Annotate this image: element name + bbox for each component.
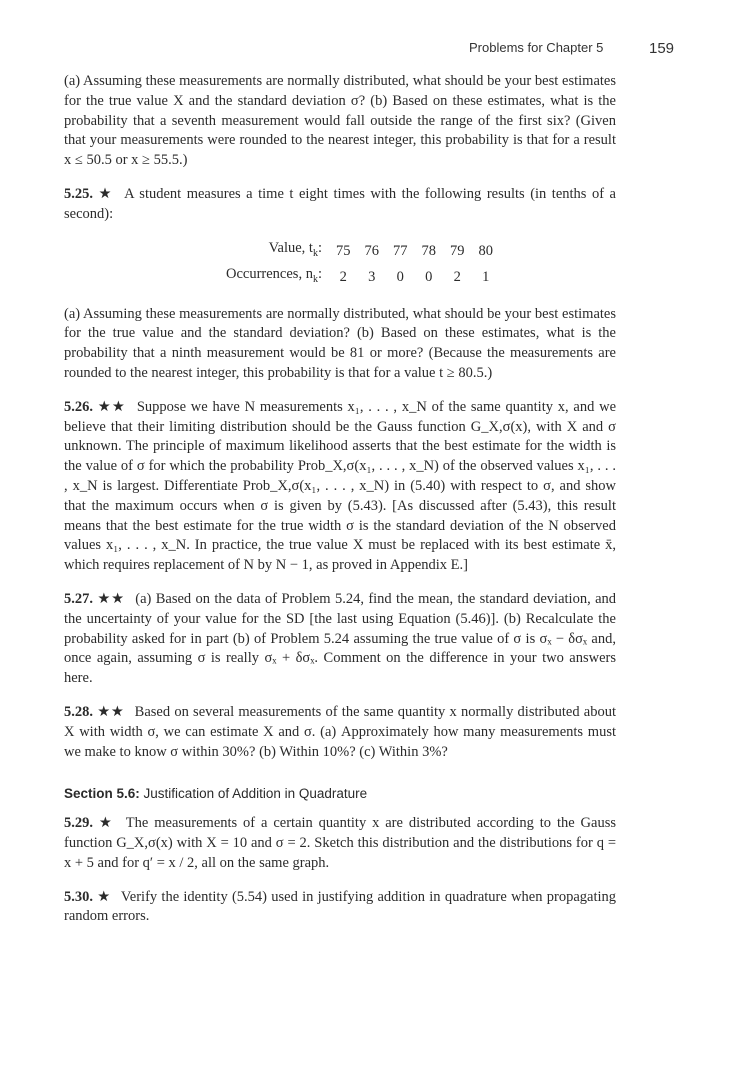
problem-5-25-parts: (a) Assuming these measurements are normally distributed, what should be your best estimates for the true value and the standard deviation? (b) Based on these estimates, what is the probability that a ninth measurement would be 81 or more? (Because the measurements are rounded to the nearest integer, this probability is that for a value t ≥ 80.5.) [64, 305, 616, 381]
problem-5-28 [64, 703, 616, 762]
problem-5-25 [64, 185, 616, 225]
table-cell: 3 [368, 268, 376, 285]
problem-number: 5.28. [64, 703, 93, 720]
problem-5-30 [64, 888, 616, 928]
row-label: Value, $t_k$: [268, 240, 322, 260]
table-cell: 0 [396, 268, 404, 285]
section-label: Section 5.6: [64, 786, 140, 802]
difficulty-stars: ★★ [97, 703, 125, 720]
problem-number: 5.26. [64, 398, 93, 415]
difficulty-stars: ★★ [97, 398, 127, 415]
difficulty-stars: ★★ [97, 590, 125, 607]
problem-number: 5.30. [64, 888, 93, 905]
table-cell: 77 [392, 242, 408, 259]
table-cell: 75 [335, 242, 351, 259]
table-cell: 2 [453, 268, 461, 285]
section-title: Justification of Addition in Quadrature [143, 786, 368, 802]
running-title: Problems for Chapter 5 [469, 40, 604, 55]
measurement-table [226, 239, 493, 291]
problem-text: (a) Based on the data of Problem 5.24, find the mean, the standard deviation, and the uncertainty of your value for the SD [the last using Equation (5.46)]. (b) Recalculate the probability asked for in part (b) of Problem 5.24 assuming the true value of σ is σₓ − δσₓ and, once again, assuming σ is really σₓ + δσₓ. Comment on the difference in your two answers here. [64, 590, 617, 687]
problem-text: The measurements of a certain quantity x are distributed according to the Gauss function G_X,σ(x) with X = 10 and σ = 2. Sketch this distribution and the distributions for q = x + 5 and for q′ = x / 2, all on the same graph. [64, 815, 616, 871]
body-text [64, 72, 616, 941]
table-cell: 80 [478, 242, 493, 259]
problem-number: 5.29. [64, 815, 93, 832]
problem-text: Verify the identity (5.54) used in justifying addition in quadrature when propagating random errors. [64, 888, 617, 925]
table-cell: 2 [339, 268, 347, 285]
difficulty-stars: ★ [98, 815, 115, 832]
row-label: Occurrences, $n_k$: [226, 266, 322, 286]
table-cell: 76 [364, 242, 379, 259]
problem-number: 5.27. [64, 590, 93, 607]
table-cell: 79 [449, 242, 465, 259]
table-row [226, 265, 493, 291]
problem-5-27 [64, 590, 616, 689]
problem-text: Suppose we have N measurements x₁, . . . , x_N of the same quantity x, and we believe that their limiting distribution should be the Gauss function G_X,σ(x), with X and σ unknown. The principle of maximum likelihood asserts that the best estimate for the width is the value of σ for which the probability Prob_X,σ(x₁, . . . , x_N) of the observed values x₁, . . . , x_N is largest. Differentiate Prob_X,σ(x₁, . . . , x_N) in (5.40) with respect to σ, and show that the maximum occurs when σ is given by (5.43). [As discussed after (5.43), this result means that the best estimate for the true width σ is the standard deviation of the N observed values x₁, . . . , x_N. In practice, the true value X must be replaced with its best estimate x̄, which requires replacement of N by N − 1, as proved in Appendix E.] [64, 398, 617, 574]
difficulty-stars: ★ [97, 888, 111, 905]
table-cell: 78 [421, 242, 436, 259]
page-number: 159 [649, 40, 675, 57]
problem-5-29 [64, 814, 616, 873]
problem-text: A student measures a time t eight times with the following results (in tenths of a second): [64, 185, 616, 222]
problem-number: 5.25. [64, 185, 93, 202]
problem-5-26 [64, 398, 616, 576]
table-row [226, 239, 493, 265]
problem-text: Based on several measurements of the same quantity x normally distributed about X with width σ, we can estimate X and σ. (a) Approximately how many measurements must we make to know σ within 30%? (b) Within 10%? (c) Within 3%? [64, 703, 617, 760]
table-cell: 0 [425, 268, 433, 285]
section-heading [64, 784, 616, 804]
difficulty-stars: ★ [98, 185, 114, 202]
table-cell: 1 [482, 268, 490, 285]
intro-paragraph: (a) Assuming these measurements are normally distributed, what should be your best estimates for the true value X and the standard deviation σ? (b) Based on these estimates, what is the probability that a seventh measurement would fall outside the range of the first six? (Given that your measurements were rounded to the nearest integer, this probability is that for a result x ≤ 50.5 or x ≥ 55.5.) [64, 73, 616, 169]
